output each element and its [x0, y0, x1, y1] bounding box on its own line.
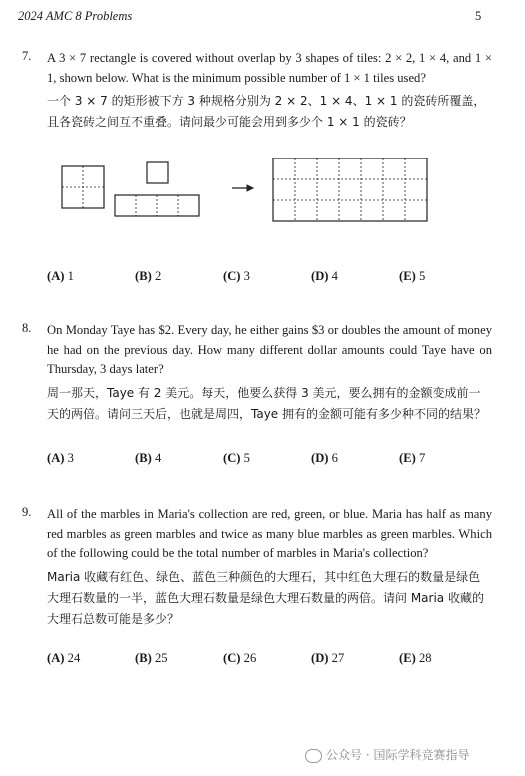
choice-a[interactable]: (A) 24	[47, 651, 81, 665]
tile-1x4	[115, 195, 199, 216]
rectangle-3x7	[273, 158, 427, 221]
choice-b[interactable]: (B) 25	[135, 651, 168, 665]
choice-c[interactable]: (C) 5	[223, 451, 250, 465]
choice-e[interactable]: (E) 5	[399, 269, 426, 283]
wechat-icon	[305, 749, 322, 763]
choice-b[interactable]: (B) 2	[135, 269, 162, 283]
choice-d[interactable]: (D) 27	[311, 651, 345, 665]
answer-choices-8	[47, 451, 497, 469]
problem-8	[22, 321, 492, 425]
problem-text-chinese: 周一那天，Taye 有 2 美元。每天，他要么获得 3 美元，要么拥有的金额变成前一天的两倍。请问三天后，也就是周四，Taye 拥有的金额可能有多少种不同的结果？	[47, 385, 486, 421]
problem-text-english: A 3 × 7 rectangle is covered without overlap by 3 shapes of tiles: 2 × 2, 1 × 4, and 1 × 1, shown below. What is the minimum possible number of 1 × 1 tiles used?	[47, 51, 492, 85]
problem-text-english: On Monday Taye has $2. Every day, he either gains $3 or doubles the amount of money he had on the previous day. How many different dollar amounts could Taye have on Thursday, 3 days later?	[47, 323, 492, 376]
page-number: 5	[475, 9, 482, 23]
answer-choices-7	[47, 269, 497, 287]
arrow-icon	[232, 185, 253, 191]
choice-d[interactable]: (D) 4	[311, 269, 338, 283]
problem-text-chinese: 一个 3 × 7 的矩形被下方 3 种规格分别为 2 × 2、1 × 4、1 × 1 的瓷砖所覆盖，且各瓷砖之间互不重叠。请问最少可能会用到多少个 1 × 1 的瓷砖？	[47, 94, 486, 129]
problem-number: 9.	[22, 505, 32, 519]
problem-number: 7.	[22, 49, 32, 63]
problem-number: 8.	[22, 321, 32, 335]
choice-c[interactable]: (C) 3	[223, 269, 250, 283]
choice-d[interactable]: (D) 6	[311, 451, 338, 465]
watermark-text: 公众号 · 国际学科竞赛指导	[326, 748, 470, 762]
problem-9	[22, 505, 492, 630]
tile-1x1	[147, 162, 168, 183]
choice-b[interactable]: (B) 4	[135, 451, 162, 465]
answer-choices-9	[47, 651, 497, 669]
choice-a[interactable]: (A) 3	[47, 451, 74, 465]
choice-a[interactable]: (A) 1	[47, 269, 74, 283]
problem-7	[22, 49, 492, 133]
tile-figure	[55, 158, 435, 228]
watermark	[305, 746, 469, 763]
choice-e[interactable]: (E) 7	[399, 451, 426, 465]
problem-text-chinese: Maria 收藏有红色、绿色、蓝色三种颜色的大理石，其中红色大理石的数量是绿色大理石数量的一半，蓝色大理石数量是绿色大理石数量的两倍。请问 Maria 收藏的大理石总数可能是多少？	[47, 569, 484, 626]
problem-text-english: All of the marbles in Maria's collection are red, green, or blue. Maria has half as many red marbles as green marbles and twice as many blue marbles as green marbles. Which of the following could be the total number of marbles in Maria's collection?	[47, 507, 492, 560]
tile-2x2	[62, 166, 104, 208]
choice-c[interactable]: (C) 26	[223, 651, 257, 665]
choice-e[interactable]: (E) 28	[399, 651, 432, 665]
running-header-title: 2024 AMC 8 Problems	[18, 9, 133, 23]
